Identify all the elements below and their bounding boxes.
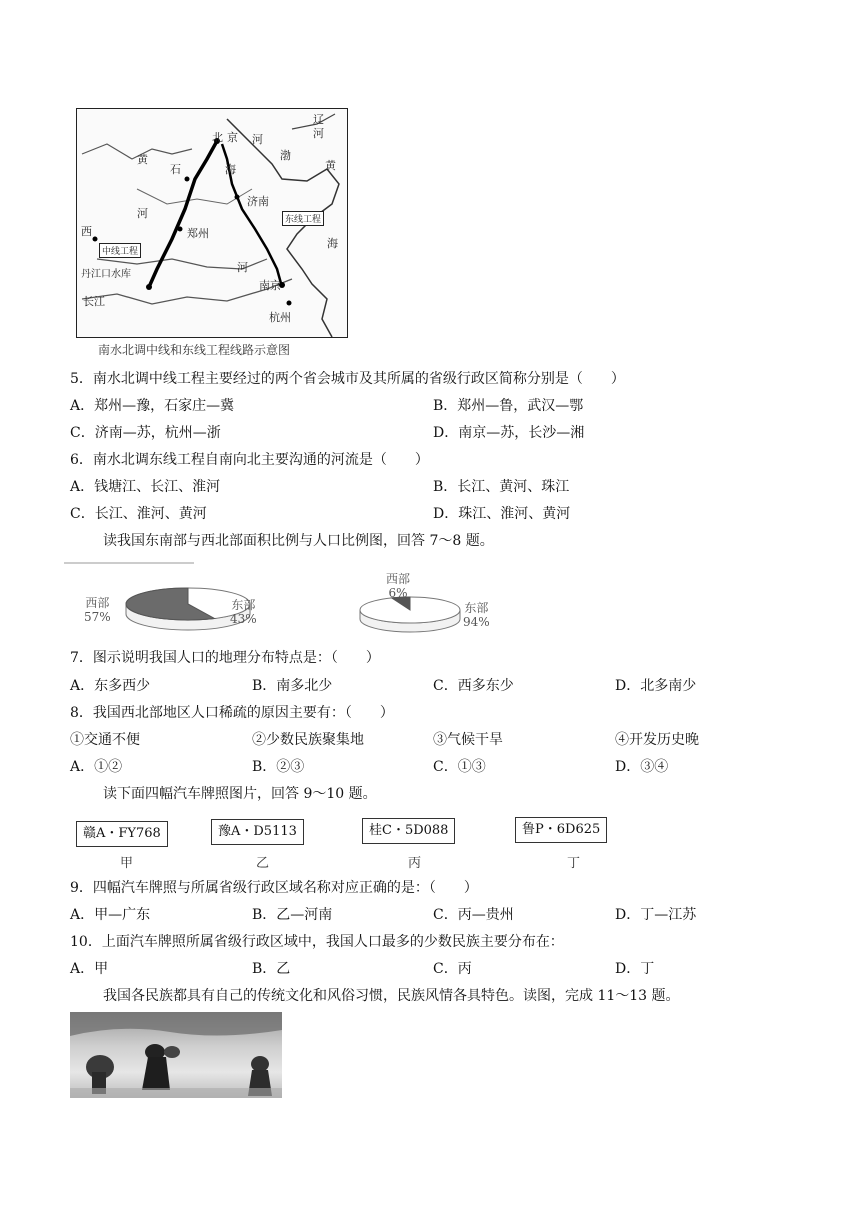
q7-option-c[interactable]: C．西多东少 (433, 678, 514, 694)
q10-option-b[interactable]: B．乙 (252, 961, 291, 977)
map-label: 辽 (313, 113, 324, 126)
map-label: 黄 (137, 153, 148, 166)
map-label: 河 (313, 127, 324, 140)
q10-option-c[interactable]: C．丙 (433, 961, 472, 977)
map-caption: 南水北调中线和东线工程线路示意图 (98, 343, 291, 357)
map-label: 济南 (247, 195, 269, 208)
middle-route-line (149, 141, 217, 287)
map-label: 河 (237, 261, 248, 274)
question-8-stem: 8．我国西北部地区人口稀疏的原因主要有：（ ） (70, 705, 394, 721)
license-plate: 桂C・5D088 (362, 818, 455, 844)
map-label: 渤 (280, 149, 291, 162)
intro-7-8: 读我国东南部与西北部面积比例与人口比例图，回答 7～8 题。 (103, 533, 494, 549)
east-route-label: 东线工程 (282, 211, 324, 226)
plate-tag: 甲 (120, 856, 134, 871)
q5-option-b[interactable]: B．郑州—鲁，武汉—鄂 (433, 398, 584, 414)
plate-tag: 丁 (567, 856, 581, 871)
map-label: 河 (137, 207, 148, 220)
map-label: 杭州 (269, 311, 291, 324)
q7-option-d[interactable]: D．北多南少 (615, 678, 697, 694)
zhengzhou-dot (178, 227, 183, 232)
intro-11-13: 我国各民族都具有自己的传统文化和风俗习惯，民族风情各具特色。读图，完成 11～13 题。 (103, 988, 680, 1004)
q7-option-a[interactable]: A．东多西少 (70, 678, 151, 694)
map-label: 河 (252, 133, 263, 146)
question-7-stem: 7．图示说明我国人口的地理分布特点是：（ ） (70, 650, 380, 666)
q6-option-a[interactable]: A．钱塘江、长江、淮河 (70, 479, 221, 495)
q9-option-d[interactable]: D．丁—江苏 (615, 907, 697, 923)
q8-item-2: ②少数民族聚集地 (252, 732, 364, 748)
q9-option-b[interactable]: B．乙—河南 (252, 907, 333, 923)
xian-dot (93, 237, 98, 242)
map-label: 郑州 (187, 227, 209, 240)
jinan-dot (235, 195, 240, 200)
q8-item-1: ①交通不便 (70, 732, 140, 748)
intro-9-10: 读下面四幅汽车牌照图片，回答 9～10 题。 (103, 786, 377, 802)
map-label: 石 (170, 163, 181, 176)
population-west-label: 西部 6% (386, 572, 411, 600)
q5-option-d[interactable]: D．南京—苏，长沙—湘 (433, 425, 585, 441)
area-east-label: 东部 43% (230, 598, 257, 626)
q5-option-c[interactable]: C．济南—苏，杭州—浙 (70, 425, 221, 441)
question-10-stem: 10．上面汽车牌照所属省级行政区域中，我国人口最多的少数民族主要分布在： (70, 934, 564, 950)
scan-artifact (64, 562, 194, 564)
q10-option-d[interactable]: D．丁 (615, 961, 655, 977)
map-label: 京 (227, 131, 238, 144)
middle-route-label: 中线工程 (99, 243, 141, 258)
q8-option-a[interactable]: A．①② (70, 759, 123, 775)
map-label: 黄 (325, 159, 336, 172)
q10-option-a[interactable]: A．甲 (70, 961, 109, 977)
shijiazhuang-dot (185, 177, 190, 182)
q8-item-3: ③气候干旱 (433, 732, 503, 748)
q8-option-b[interactable]: B．②③ (252, 759, 305, 775)
question-6-stem: 6．南水北调东线工程自南向北主要沟通的河流是（ ） (70, 452, 429, 468)
map-label: 丹江口水库 (81, 269, 131, 280)
license-plate: 鲁P・6D625 (515, 817, 607, 843)
map-label: 海 (327, 237, 338, 250)
q5-option-a[interactable]: A．郑州—豫，石家庄—冀 (70, 398, 235, 414)
q6-option-b[interactable]: B．长江、黄河、珠江 (433, 479, 570, 495)
plate-tag: 丙 (408, 856, 422, 871)
q8-option-c[interactable]: C．①③ (433, 759, 486, 775)
population-east-label: 东部 94% (463, 601, 490, 629)
hangzhou-dot (287, 301, 292, 306)
q8-item-4: ④开发历史晚 (615, 732, 699, 748)
question-9-stem: 9．四幅汽车牌照与所属省级行政区域名称对应正确的是：（ ） (70, 880, 478, 896)
q8-option-d[interactable]: D．③④ (615, 759, 669, 775)
map-label: 北 (212, 131, 223, 144)
map-label: 海 (225, 163, 236, 176)
route-map (76, 108, 348, 338)
plate-tag: 乙 (256, 856, 270, 871)
license-plate: 赣A・FY768 (76, 821, 168, 847)
danjiangkou-dot (146, 284, 152, 290)
map-label: 南京 (259, 279, 281, 292)
area-west-label: 西部 57% (84, 596, 111, 624)
q6-option-c[interactable]: C．长江、淮河、黄河 (70, 506, 207, 522)
q9-option-a[interactable]: A．甲—广东 (70, 907, 151, 923)
q7-option-b[interactable]: B．南多北少 (252, 678, 333, 694)
license-plate: 豫A・D5113 (211, 819, 304, 845)
photo-figures (70, 1012, 282, 1098)
map-label: 长江 (83, 295, 105, 308)
q6-option-d[interactable]: D．珠江、淮河、黄河 (433, 506, 571, 522)
question-5-stem: 5．南水北调中线工程主要经过的两个省会城市及其所属的省级行政区简称分别是（ ） (70, 371, 625, 387)
map-label: 西 (81, 225, 92, 238)
q9-option-c[interactable]: C．丙—贵州 (433, 907, 514, 923)
ethnic-custom-photo (70, 1012, 282, 1098)
